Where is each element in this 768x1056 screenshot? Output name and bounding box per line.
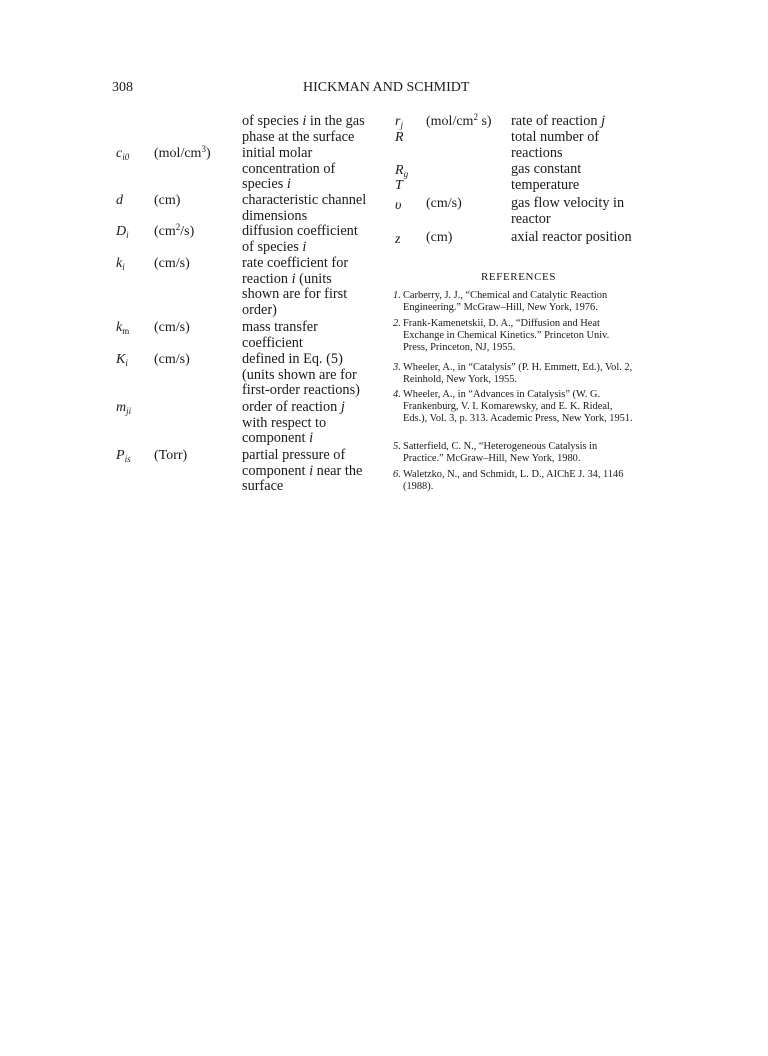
- nomenclature-definition: rate of reaction j: [511, 113, 606, 129]
- nomenclature-units: (Torr): [154, 448, 188, 463]
- nomenclature-symbol: $k_i$: [116, 256, 125, 272]
- nomenclature-definition: total number of reactions: [511, 129, 600, 161]
- nomenclature-units: (cm): [154, 193, 181, 208]
- nomenclature-definition: gas constant: [511, 161, 582, 177]
- nomenclature-definition: initial molar concentration of species i: [242, 145, 336, 193]
- nomenclature-symbol: $c_{i0}$: [116, 146, 130, 162]
- nomenclature-symbol: $R_g$: [395, 163, 409, 179]
- nomenclature-symbol: $P_{is}$: [116, 448, 131, 464]
- reference-item: 4. Wheeler, A., in “Advances in Catalysis” (W. G. Frankenburg, V. I. Komarewsky, and E. K. Rideal, Eds.), Vol. 3, p. 313. Academic Press, New York, 1951.: [393, 389, 633, 424]
- nomenclature-symbol: $K_i$: [116, 352, 128, 368]
- references-heading: REFERENCES: [481, 271, 557, 283]
- nomenclature-symbol: z: [395, 232, 401, 247]
- reference-item: 3. Wheeler, A., in “Catalysis” (P. H. Emmett, Ed.), Vol. 2, Reinhold, New York, 1955.: [393, 362, 633, 385]
- nomenclature-symbol: R: [395, 130, 404, 145]
- nomenclature-symbol: υ: [395, 198, 402, 213]
- nomenclature-units: (cm): [426, 230, 453, 245]
- nomenclature-definition: characteristic channel dimensions: [242, 192, 367, 224]
- nomenclature-units: (cm/s): [154, 352, 190, 367]
- nomenclature-symbol: d: [116, 193, 123, 208]
- nomenclature-symbol: $m_{ji}$: [116, 400, 132, 416]
- nomenclature-symbol: T: [395, 178, 403, 193]
- nomenclature-units: ($mol/cm^2$ s): [426, 112, 492, 129]
- nomenclature-symbol: $D_i$: [116, 224, 129, 240]
- reference-item: 2. Frank-Kamenetskii, D. A., “Diffusion and Heat Exchange in Chemical Kinetics.” Princeton Univ. Press, Princeton, NJ, 1955.: [393, 318, 610, 353]
- nomenclature-definition: mass transfer coefficient: [242, 319, 318, 351]
- reference-item: 1. Carberry, J. J., “Chemical and Catalytic Reaction Engineering.” McGraw–Hill, New York, 1976.: [393, 290, 608, 313]
- page-number: 308: [112, 80, 133, 95]
- nomenclature-units: (cm/s): [154, 256, 190, 271]
- nomenclature-definition: gas flow velocity in reactor: [511, 195, 625, 227]
- nomenclature-units: $(cm^2/s)$: [154, 222, 195, 239]
- nomenclature-definition: partial pressure of component i near the surface: [242, 447, 363, 495]
- nomenclature-definition: order of reaction j with respect to component i: [242, 399, 345, 447]
- nomenclature-definition: defined in Eq. (5) (units shown are for first-order reactions): [242, 351, 360, 399]
- nomenclature-definition: temperature: [511, 177, 580, 193]
- nomenclature-definition: diffusion coefficient of species i: [242, 223, 358, 255]
- nomenclature-definition: of species i in the gas phase at the surface: [242, 113, 365, 145]
- reference-item: 5. Satterfield, C. N., “Heterogeneous Catalysis in Practice.” McGraw–Hill, New York, 1980.: [393, 441, 598, 464]
- nomenclature-symbol: $r_j$: [395, 114, 403, 130]
- nomenclature-units: (cm/s): [154, 320, 190, 335]
- nomenclature-units: (cm/s): [426, 196, 462, 211]
- running-title: HICKMAN AND SCHMIDT: [303, 80, 470, 95]
- reference-item: 6. Waletzko, N., and Schmidt, L. D., AIChE J. 34, 1146 (1988).: [393, 469, 624, 492]
- nomenclature-units: $(mol/cm^3)$: [154, 144, 211, 161]
- nomenclature-symbol: $k_m$: [116, 320, 130, 336]
- nomenclature-definition: axial reactor position: [511, 229, 632, 245]
- nomenclature-definition: rate coefficient for reaction i (units shown are for first order): [242, 255, 349, 318]
